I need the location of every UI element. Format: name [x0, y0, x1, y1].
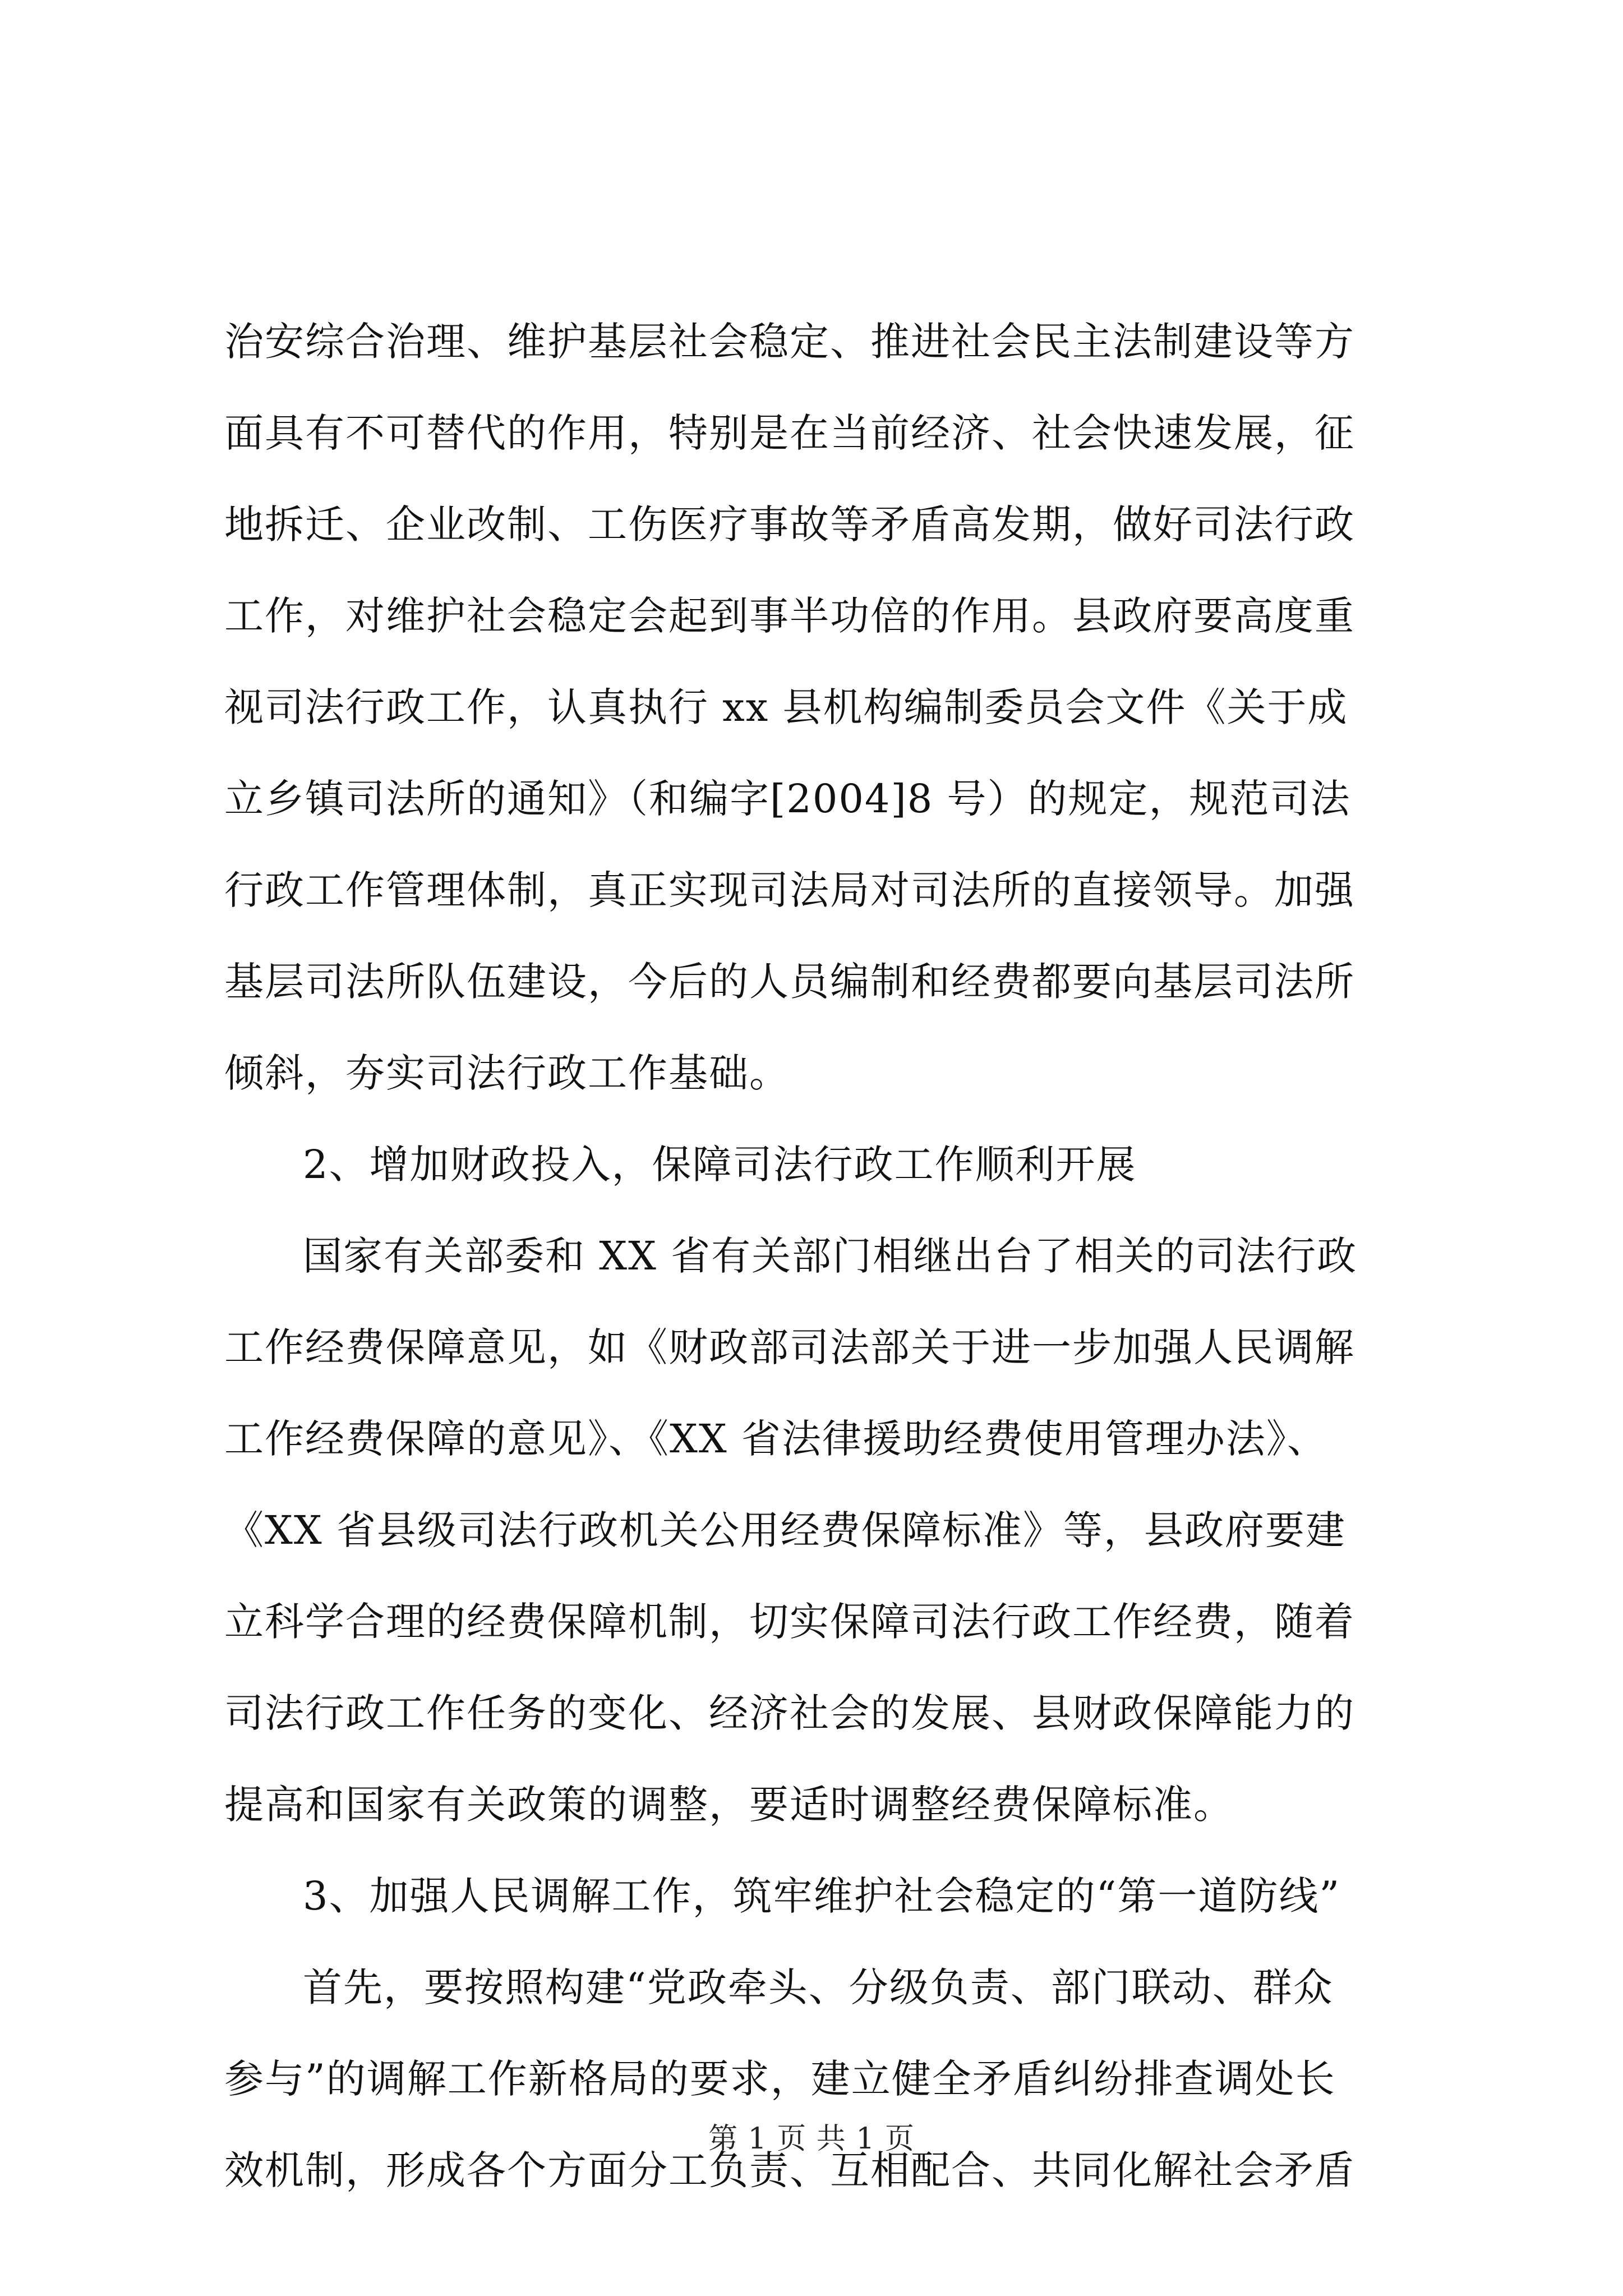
text-line: 治安综合治理、维护基层社会稳定、推进社会民主法制建设等方: [224, 319, 1355, 365]
page-footer: 第 1 页 共 1 页: [708, 2122, 915, 2156]
text-line: 地拆迁、企业改制、工伤医疗事故等矛盾高发期，做好司法行政: [224, 501, 1355, 547]
text-line: 工作，对维护社会稳定会起到事半功倍的作用。县政府要高度重: [224, 593, 1355, 639]
section-heading: 2、增加财政投入，保障司法行政工作顺利开展: [303, 1142, 1137, 1188]
text-line: 立乡镇司法所的通知》（和编字[2004]8 号）的规定，规范司法: [224, 776, 1351, 822]
text-line: 工作经费保障的意见》、《XX 省法律援助经费使用管理办法》、: [224, 1416, 1327, 1462]
text-line: 参与”的调解工作新格局的要求，建立健全矛盾纠纷排查调处长: [224, 2056, 1336, 2102]
text-line: 司法行政工作任务的变化、经济社会的发展、县财政保障能力的: [224, 1690, 1355, 1736]
document-body: [224, 296, 1430, 2216]
text-line: 立科学合理的经费保障机制，切实保障司法行政工作经费，随着: [224, 1599, 1355, 1645]
paragraph-first-line: 首先，要按照构建“党政牵头、分级负责、部门联动、群众: [303, 1964, 1334, 2010]
text-line: 《XX 省县级司法行政机关公用经费保障标准》等，县政府要建: [224, 1507, 1346, 1553]
section-heading: 3、加强人民调解工作，筑牢维护社会稳定的“第一道防线”: [303, 1873, 1341, 1919]
text-line: 倾斜，夯实司法行政工作基础。: [224, 1050, 790, 1096]
text-line: 面具有不可替代的作用，特别是在当前经济、社会快速发展，征: [224, 410, 1355, 456]
text-line: 行政工作管理体制，真正实现司法局对司法所的直接领导。加强: [224, 867, 1355, 913]
text-line: 视司法行政工作，认真执行 xx 县机构编制委员会文件《关于成: [224, 684, 1348, 730]
text-line: 提高和国家有关政策的调整，要适时调整经费保障标准。: [224, 1782, 1234, 1828]
paragraph-first-line: 国家有关部委和 XX 省有关部门相继出台了相关的司法行政: [303, 1233, 1358, 1279]
text-line: 基层司法所队伍建设，今后的人员编制和经费都要向基层司法所: [224, 959, 1355, 1005]
text-line: 工作经费保障意见，如《财政部司法部关于进一步加强人民调解: [224, 1324, 1355, 1370]
text-line: 效机制，形成各个方面分工负责、互相配合、共同化解社会矛盾: [224, 2147, 1355, 2193]
